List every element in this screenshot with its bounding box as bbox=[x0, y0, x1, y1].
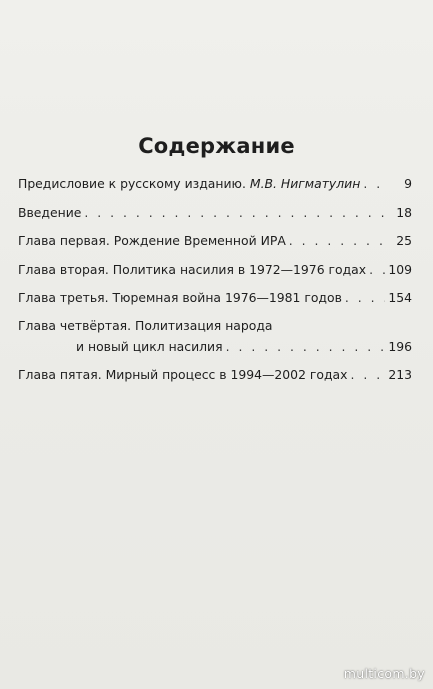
toc-page-number: 109 bbox=[388, 262, 412, 277]
leader-dots bbox=[84, 205, 389, 220]
page-title: Содержание bbox=[138, 134, 295, 158]
toc-entry-title: Глава вторая. Политика насилия в 1972—1976 годах bbox=[18, 262, 367, 277]
toc-entry-chapter-5[interactable] bbox=[18, 367, 412, 385]
toc-entry-preface[interactable] bbox=[18, 176, 412, 194]
toc-page-number: 154 bbox=[388, 290, 412, 305]
toc-page-number: 213 bbox=[388, 367, 412, 382]
toc-entry-title: Глава пятая. Мирный процесс в 1994—2002 годах bbox=[18, 367, 348, 382]
toc-page-number: 25 bbox=[396, 233, 412, 248]
leader-dots bbox=[369, 262, 385, 277]
toc-entry-chapter-3[interactable] bbox=[18, 290, 412, 308]
toc-page-number: 9 bbox=[404, 176, 412, 191]
leader-dots bbox=[226, 339, 386, 354]
toc-entry-chapter-1[interactable] bbox=[18, 233, 412, 251]
toc-entry-introduction[interactable] bbox=[18, 205, 412, 223]
toc-entry-title: Глава четвёртая. Политизация народа bbox=[18, 318, 273, 333]
toc-entry-title-continued: и новый цикл насилия bbox=[76, 339, 223, 354]
watermark: multicom.by bbox=[343, 666, 425, 681]
leader-dots bbox=[363, 176, 389, 191]
show-through-text-top bbox=[30, 38, 410, 58]
toc-entry-author: М.В. Нигматулин bbox=[249, 176, 361, 191]
toc-entry-title: Глава третья. Тюремная война 1976—1981 годов bbox=[18, 290, 342, 305]
toc-entry-chapter-4[interactable] bbox=[18, 318, 412, 357]
toc-entry-chapter-2[interactable] bbox=[18, 262, 412, 280]
leader-dots bbox=[350, 367, 385, 382]
leader-dots bbox=[345, 290, 385, 305]
toc-entry-title: Глава первая. Рождение Временной ИРА bbox=[18, 233, 286, 248]
toc-entry-title: Предисловие к русскому изданию. М.В. Нигматулин bbox=[18, 176, 361, 191]
toc-page-number: 18 bbox=[396, 205, 412, 220]
show-through-text-bottom bbox=[30, 418, 410, 438]
toc-entry-title: Введение bbox=[18, 205, 82, 220]
toc-page-number: 196 bbox=[388, 339, 412, 354]
leader-dots bbox=[289, 233, 389, 248]
